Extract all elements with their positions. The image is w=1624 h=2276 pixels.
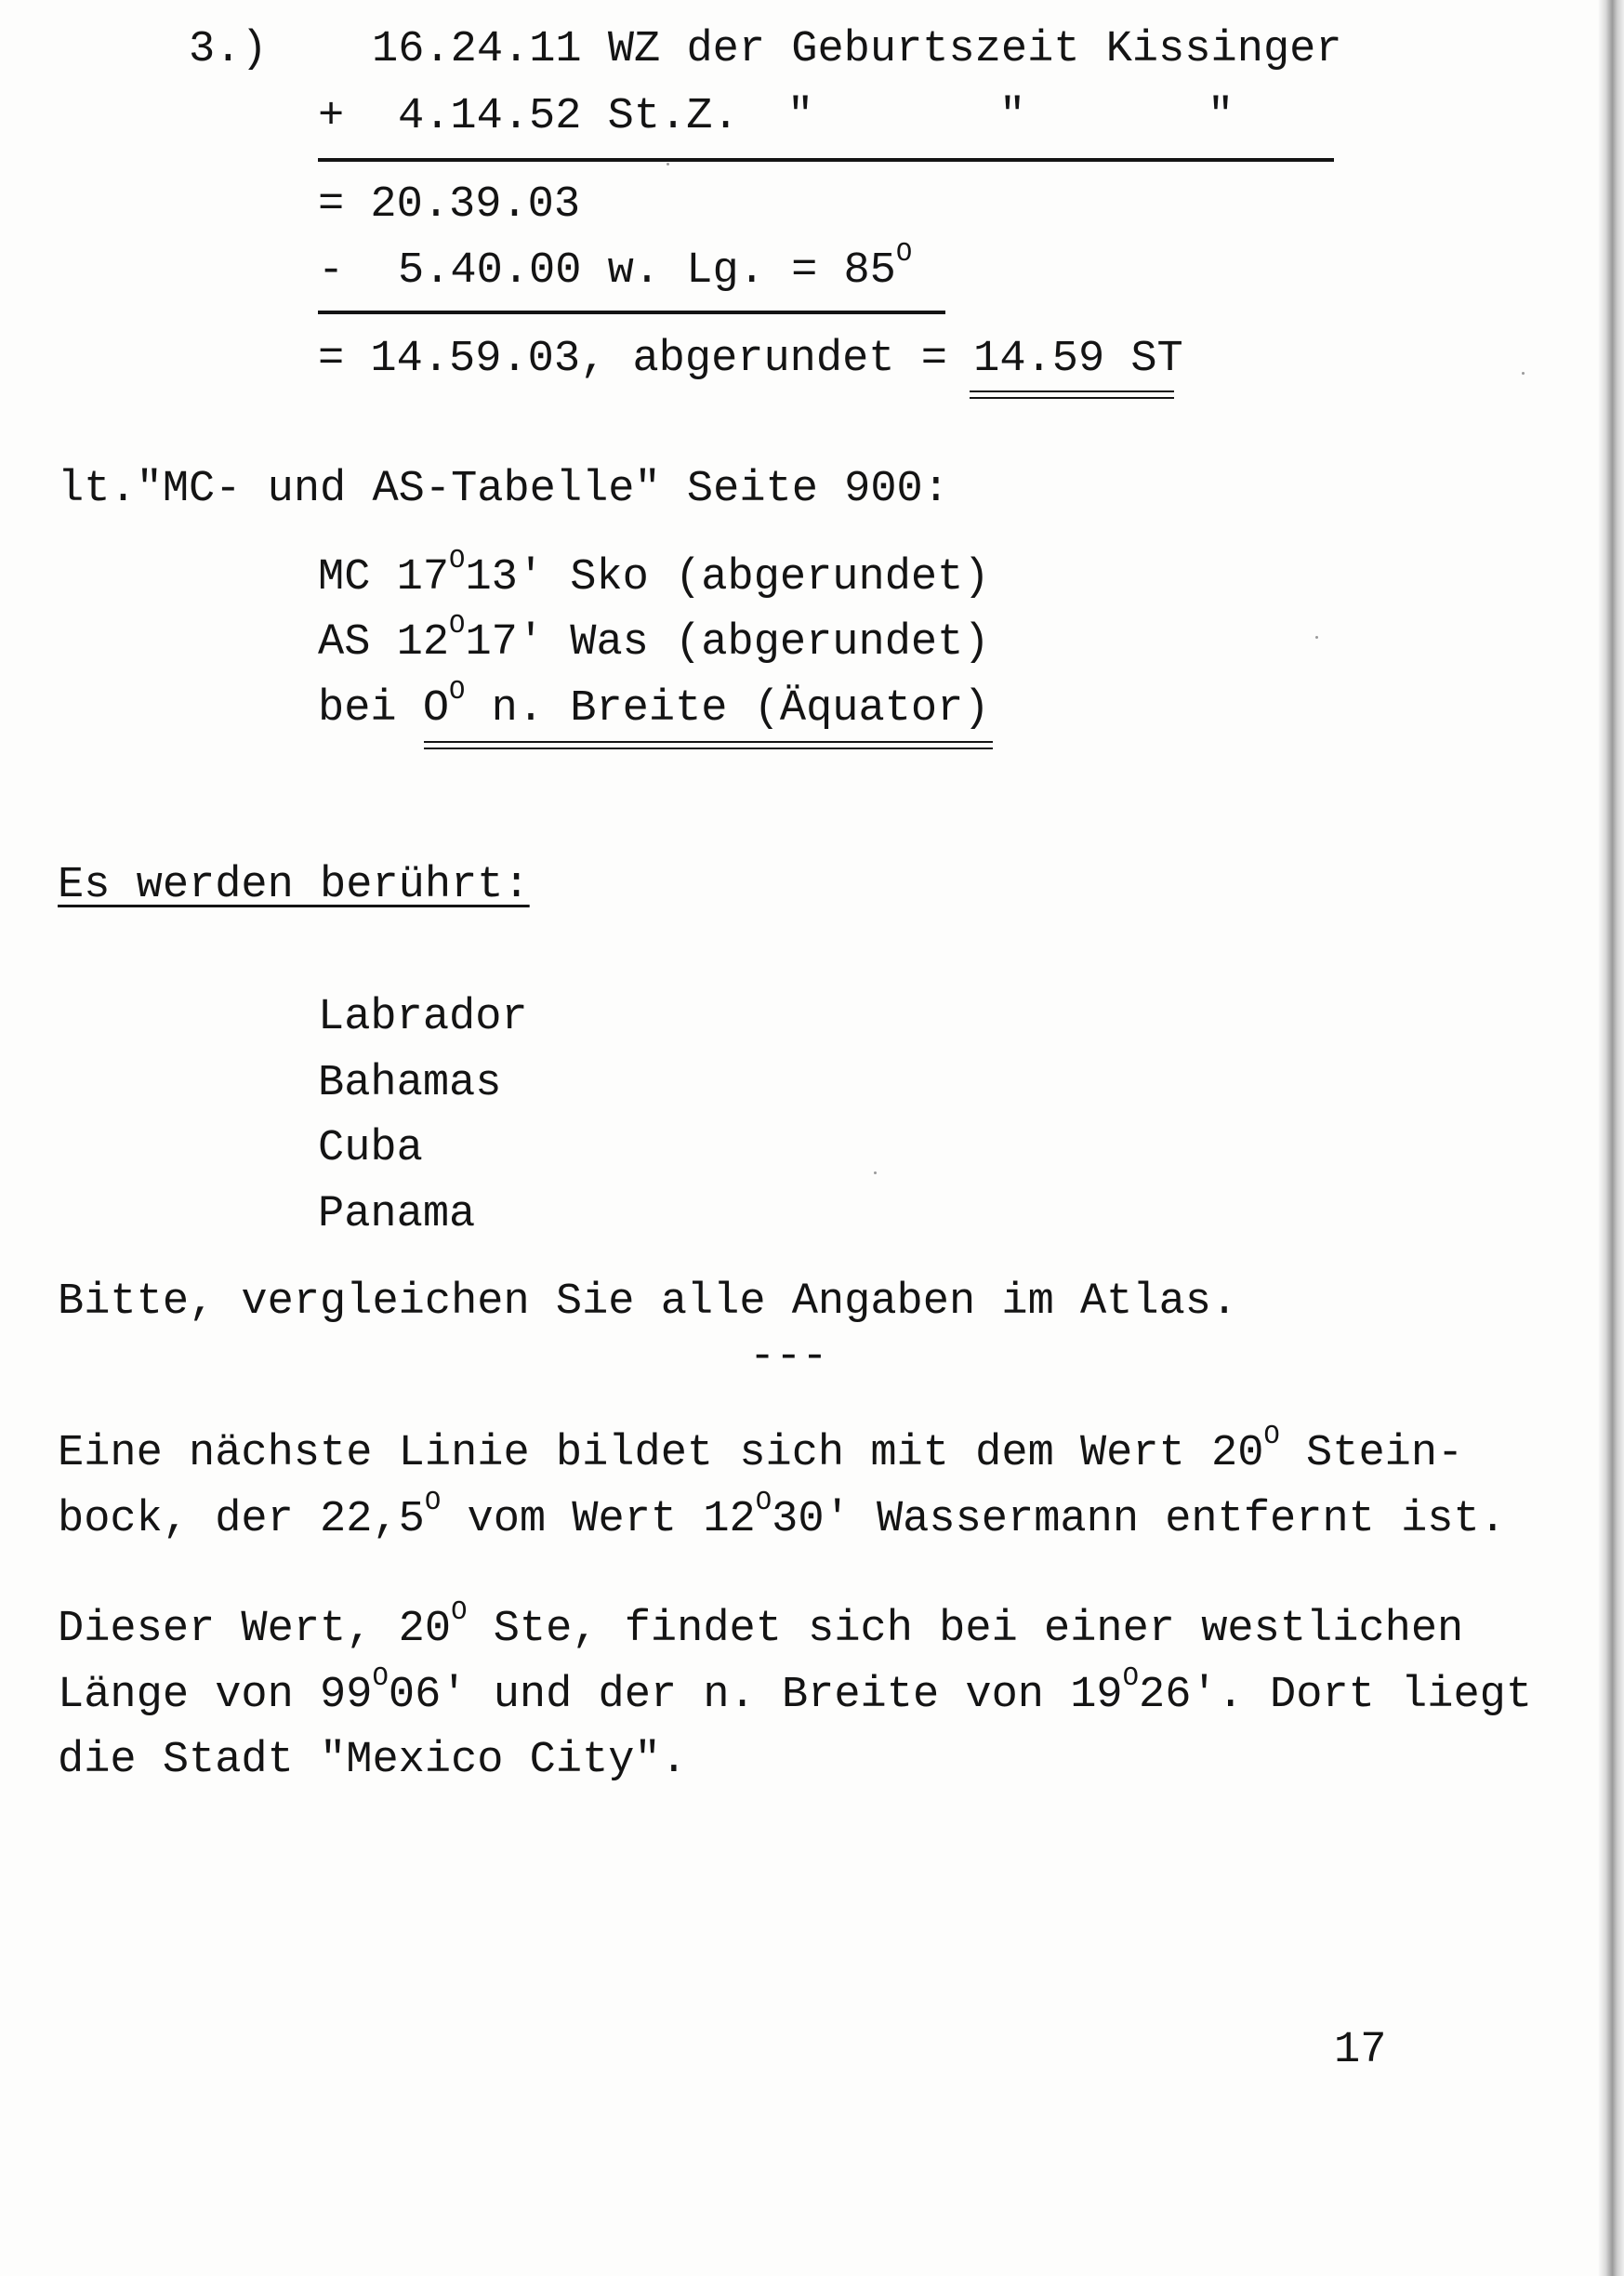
- atlas-hint: Bitte, vergleichen Sie alle Angaben im Atlas.: [58, 1277, 1238, 1327]
- ditto-mark: ": [787, 92, 814, 141]
- mc-value: MC $17^O13'$ Sko (abgerundet): [318, 545, 990, 602]
- degree-sign: O: [755, 1487, 772, 1517]
- calc-plus-sign: +: [318, 92, 345, 141]
- degree-sign: O: [449, 676, 466, 707]
- calc-line-birth-time: 16.24.11 WZ der Geburtszeit Kissinger: [372, 25, 1342, 74]
- degree-sign: O: [372, 1662, 389, 1693]
- section-separator: ---: [749, 1332, 828, 1382]
- paragraph-line: bock, der $22,5^O$ vom Wert $12^O30'$ Wassermann entfernt ist.: [58, 1487, 1506, 1544]
- latitude-double-underline: [424, 741, 993, 749]
- degree-sign: O: [895, 238, 913, 269]
- as-value: AS $12^O17'$ Was (abgerundet): [318, 610, 990, 668]
- paragraph-line: Dieser Wert, $20^O$ Ste, findet sich bei einer westlichen: [58, 1596, 1464, 1654]
- degree-sign: O: [1263, 1421, 1280, 1451]
- calc-line-star-time: 4.14.52 St.Z.: [398, 92, 739, 141]
- list-item: Panama: [318, 1190, 476, 1239]
- paragraph-line: Länge von $99^O06'$ und der n. Breite von $19^O26'$. Dort liegt: [58, 1662, 1533, 1720]
- degree-sign: O: [449, 545, 466, 576]
- scan-shadow-edge: [1598, 0, 1624, 2276]
- item-number: 3.): [189, 25, 268, 74]
- list-item: Bahamas: [318, 1059, 502, 1108]
- scan-speck: [667, 163, 669, 165]
- section-heading: Es werden berührt:: [58, 861, 530, 910]
- list-item: Cuba: [318, 1124, 423, 1173]
- ditto-mark: ": [999, 92, 1026, 141]
- degree-sign: O: [424, 1487, 442, 1517]
- calc-line-result: = 14.59.03, abgerundet = 14.59 ST: [318, 335, 1183, 384]
- calc-line-sum: = 20.39.03: [318, 180, 581, 230]
- degree-sign: O: [451, 1596, 468, 1627]
- scan-speck: [874, 1171, 877, 1174]
- calc-minus-sign: -: [318, 246, 345, 296]
- scan-speck: [1522, 372, 1525, 375]
- scan-speck: [1315, 636, 1318, 639]
- page-number: 17: [1334, 2026, 1387, 2075]
- paragraph-line: Eine nächste Linie bildet sich mit dem Wert $20^O$ Stein-: [58, 1421, 1464, 1478]
- list-item: Labrador: [318, 993, 528, 1042]
- table-reference: lt."MC- und AS-Tabelle" Seite 900:: [58, 465, 949, 514]
- sum-rule: [318, 158, 1334, 162]
- result-value: 14.59 ST: [973, 335, 1183, 384]
- paragraph-line: die Stadt "Mexico City".: [58, 1736, 687, 1785]
- degree-sign: O: [449, 610, 466, 641]
- ditto-mark: ": [1208, 92, 1235, 141]
- latitude-note: bei $O^O$ n. Breite (Äquator): [318, 676, 990, 734]
- degree-sign: O: [1122, 1662, 1140, 1693]
- calc-line-longitude: 5.40.00 w. Lg. = $85^O$: [398, 238, 913, 296]
- difference-rule: [318, 311, 945, 314]
- result-double-underline: [970, 390, 1174, 399]
